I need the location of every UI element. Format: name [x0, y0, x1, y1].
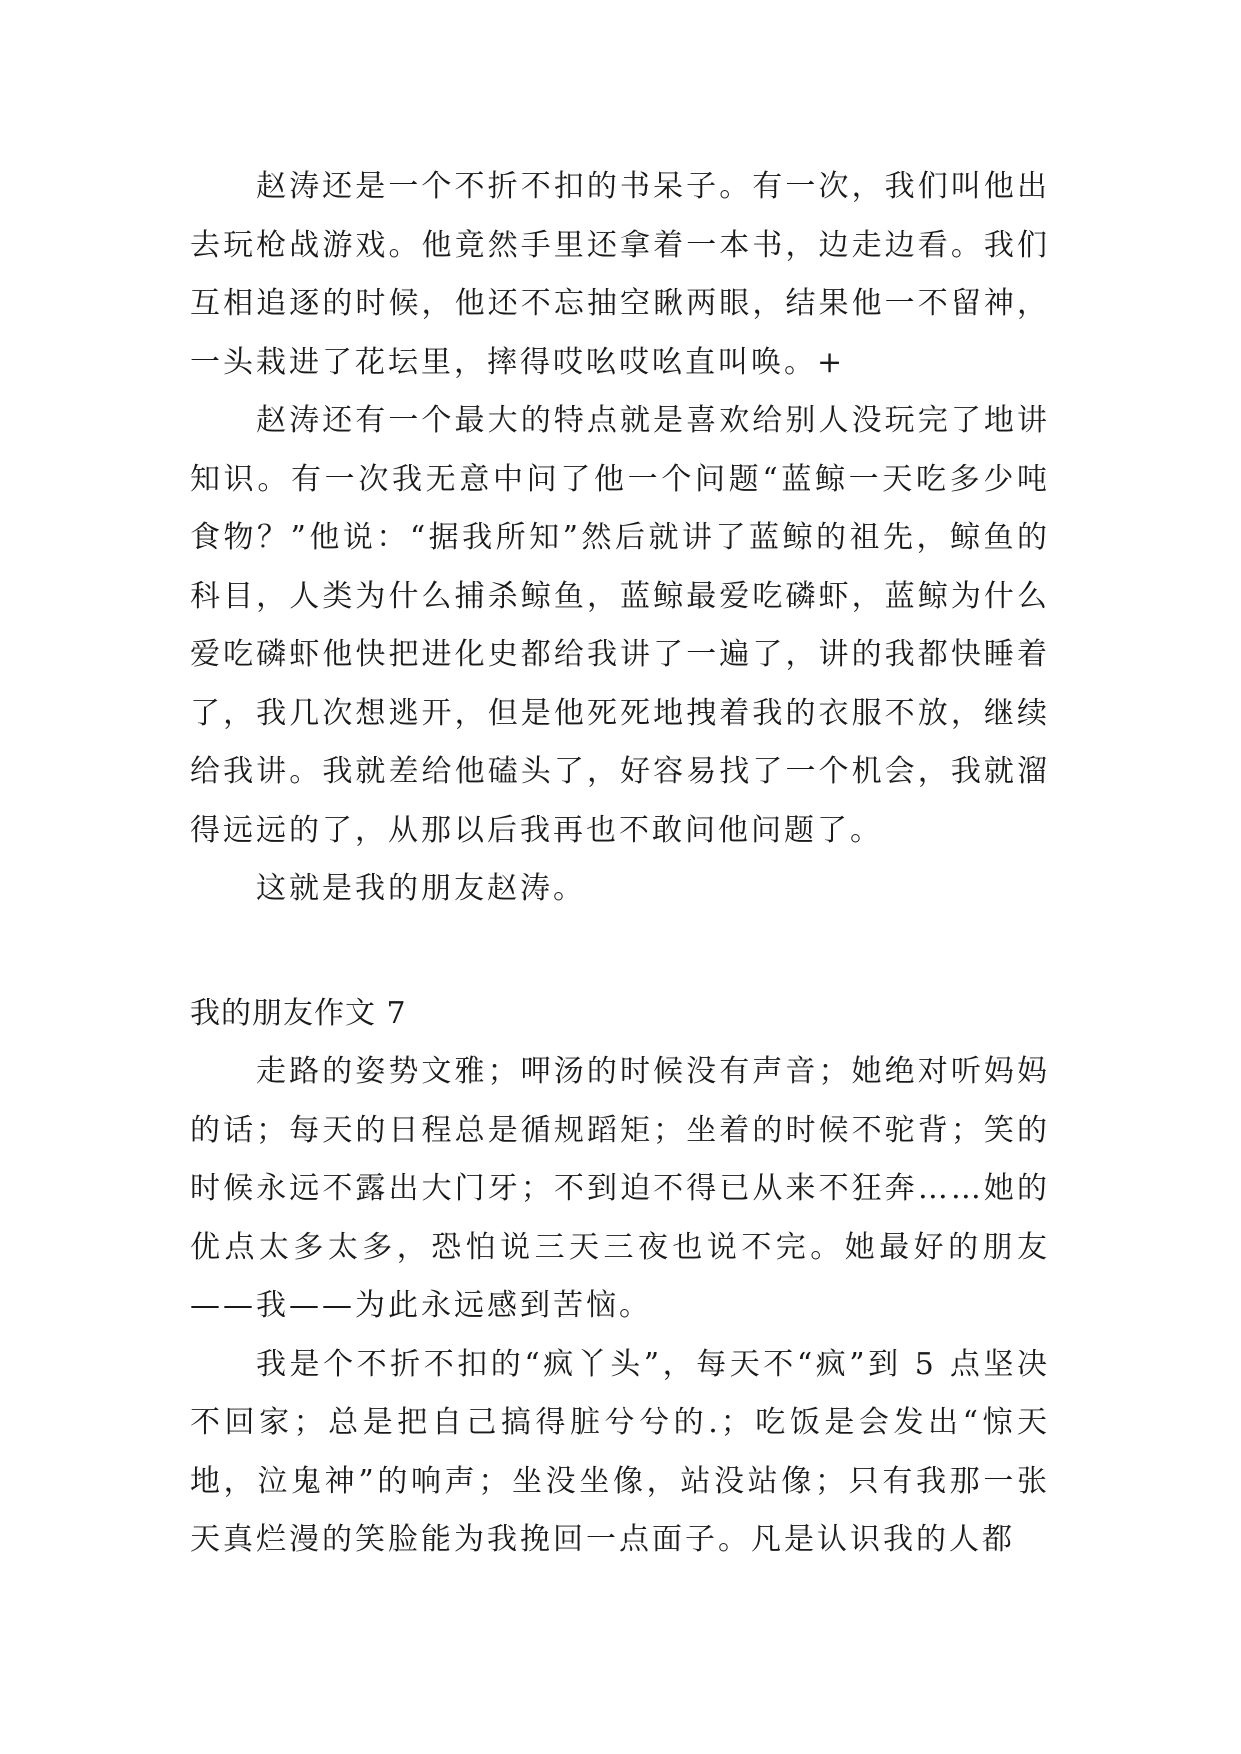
- document-body: [190, 158, 1050, 1570]
- paragraph-bookworm: 赵涛还是一个不折不扣的书呆子。有一次，我们叫他出去玩枪战游戏。他竟然手里还拿着一本书，边走边看。我们互相追逐的时候，他还不忘抽空瞅两眼，结果他一不留神，一头栽进了花坛里，摔得哎吆哎吆直叫唤。+: [190, 169, 1050, 380]
- paragraph-blue-whale: 赵涛还有一个最大的特点就是喜欢给别人没玩完了地讲知识。有一次我无意中问了他一个问题“蓝鲸一天吃多少吨食物？”他说：“据我所知”然后就讲了蓝鲸的祖先，鲸鱼的科目，人类为什么捕杀鲸鱼，蓝鲸最爱吃磷虾，蓝鲸为什么爱吃磷虾他快把进化史都给我讲了一遍了，讲的我都快睡着了，我几次想逃开，但是他死死地拽着我的衣服不放，继续给我讲。我就差给他磕头了，好容易找了一个机会，我就溜得远远的了，从那以后我再也不敢问他问题了。: [190, 403, 1050, 848]
- paragraph-crazy-girl: 我是个不折不扣的“疯丫头”，每天不“疯”到 5 点坚决不回家；总是把自己搞得脏兮兮的.；吃饭是会发出“惊天地，泣鬼神”的响声；坐没坐像，站没站像；只有我那一张天真烂漫的笑脸能为我挽回一点面子。凡是认识我的人都: [190, 1346, 1050, 1557]
- paragraph-conclusion: 这就是我的朋友赵涛。: [256, 871, 586, 906]
- paragraph-friend-virtues: 走路的姿势文雅；呷汤的时候没有声音；她绝对听妈妈的话；每天的日程总是循规蹈矩；坐着的时候不驼背；笑的时候永远不露出大门牙；不到迫不得已从来不狂奔……她的优点太多太多，恐怕说三天三夜也说不完。她最好的朋友——我——为此永远感到苦恼。: [190, 1054, 1050, 1323]
- section-title: 我的朋友作文 7: [190, 995, 407, 1031]
